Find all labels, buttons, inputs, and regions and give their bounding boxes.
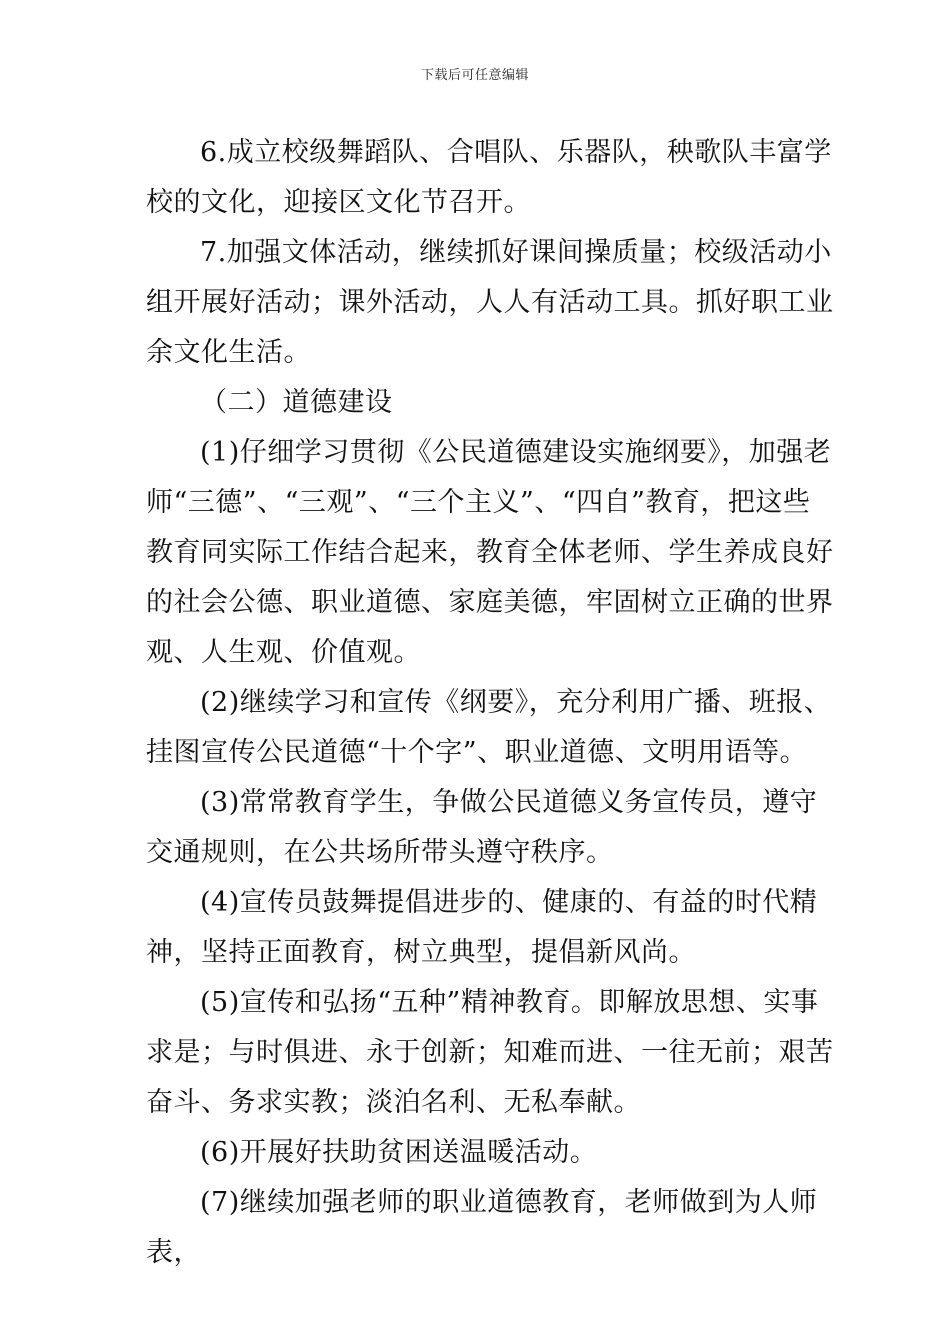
paragraph-moral-1: (1)仔细学习贯彻《公民道德建设实施纲要》，加强老师“三德”、“三观”、“三个主义”、“四自”教育，把这些教育同实际工作结合起来，教育全体老师、学生养成良好的社会公德、职业道德、家庭美德，牢固树立正确的世界观、人生观、价值观。 xyxy=(146,437,834,668)
paragraph-moral-4: (4)宣传员鼓舞提倡进步的、健康的、有益的时代精神，坚持正面教育，树立典型，提倡新风尚。 xyxy=(146,887,818,968)
paragraph-item-7: 7.加强文体活动，继续抓好课间操质量；校级活动小组开展好活动；课外活动，人人有活动工具。抓好职工业余文化生活。 xyxy=(146,237,834,368)
paragraph-moral-2: (2)继续学习和宣传《纲要》，充分利用广播、班报、挂图宣传公民道德“十个字”、职业道德、文明用语等。 xyxy=(146,687,832,768)
paragraph-item-6: 6.成立校级舞蹈队、合唱队、乐器队，秧歌队丰富学校的文化，迎接区文化节召开。 xyxy=(146,137,832,218)
page-header-note: 下载后可任意编辑 xyxy=(420,68,529,83)
paragraph-moral-7: (7)继续加强老师的职业道德教育，老师做到为人师表， xyxy=(146,1187,818,1268)
paragraph-moral-6: (6)开展好扶助贫困送温暖活动。 xyxy=(200,1137,598,1168)
paragraph-moral-5: (5)宣传和弘扬“五种”精神教育。即解放思想、实事求是；与时俱进、永于创新；知难而进、一往无前；艰苦奋斗、务求实教；淡泊名利、无私奉献。 xyxy=(146,987,834,1118)
document-body xyxy=(146,128,836,1278)
section-heading-moral-construction: （二）道德建设 xyxy=(200,387,393,418)
paragraph-moral-3: (3)常常教育学生，争做公民道德义务宣传员，遵守交通规则，在公共场所带头遵守秩序。 xyxy=(146,787,818,868)
